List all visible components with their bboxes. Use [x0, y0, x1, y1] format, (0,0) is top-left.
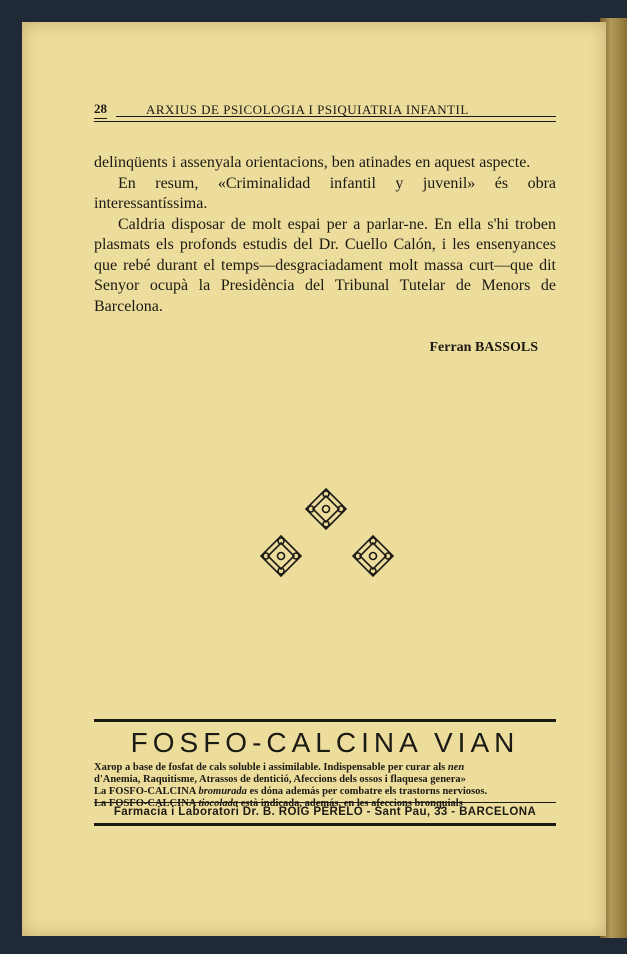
ad-line-2-text: d'Anemia, Raquitisme, Atrassos de dentició, Afeccions dels ossos i flaquesa genera» — [94, 774, 466, 785]
ad-rule-mid — [94, 802, 556, 803]
ad-line-1-italic: nen — [447, 762, 465, 773]
quatrefoil-ornament-icon — [258, 533, 304, 579]
ad-line-2 — [94, 774, 556, 786]
ad-line-3 — [94, 786, 556, 798]
ad-line-4-italic: tiocolada — [198, 798, 239, 809]
ad-rule-bottom — [94, 823, 556, 826]
ad-line-1-text: Xarop a base de fosfat de cals soluble i assimilable. Indispensable per curar als — [94, 762, 448, 773]
ad-line-3-text: La FOSFO-CALCINA — [94, 786, 199, 797]
ad-line-3-italic: bromurada — [198, 786, 247, 797]
ad-line-3-rest: es dóna además per combatre els trastorns nerviosos. — [246, 786, 488, 797]
paragraph-2: En resum, «Criminalidad infantil y juvenil» és obra interessantíssima. — [94, 174, 556, 212]
page-number: 28 — [94, 101, 107, 119]
quatrefoil-ornament-icon — [350, 533, 396, 579]
author-signature: Ferran BASSOLS — [429, 340, 538, 355]
ad-title: FOSFO-CALCINA VIAN — [130, 727, 520, 758]
running-title: ARXIUS DE PSICOLOGIA I PSIQUIATRIA INFANTIL — [146, 102, 469, 117]
page-header — [94, 101, 556, 127]
ad-line-4-text: La FOSFO-CALCINA — [94, 798, 199, 809]
ad-line-4-rest: està indicada, además, en les afeccions bronquials — [238, 798, 463, 809]
ad-line-1 — [94, 762, 556, 774]
header-rule-top — [116, 116, 556, 117]
quatrefoil-ornament-icon — [303, 486, 349, 532]
book-page — [22, 22, 606, 936]
ad-footer: Farmacia i Laboratori Dr. B. ROIG PERELÓ - Sant Pau, 33 - BARCELONA — [113, 806, 537, 818]
ad-rule-top — [94, 719, 556, 722]
paragraph-1: delinqüents i assenyala orientacions, ben atinades en aquest aspecte. — [94, 154, 531, 171]
header-rule-bottom — [94, 121, 556, 122]
paragraph-3: Caldria disposar de molt espai per a parlar-ne. En ella s'hi troben plasmats els profonds estudis del Dr. Cuello Calón, i les ensenyances que rebé durant el temps—desgraciadament molt massa curt—que dit Senyor ocupà la Presidència del Tribunal Tutelar de Menors de Barcelona. — [94, 215, 556, 315]
article-body — [94, 153, 556, 317]
